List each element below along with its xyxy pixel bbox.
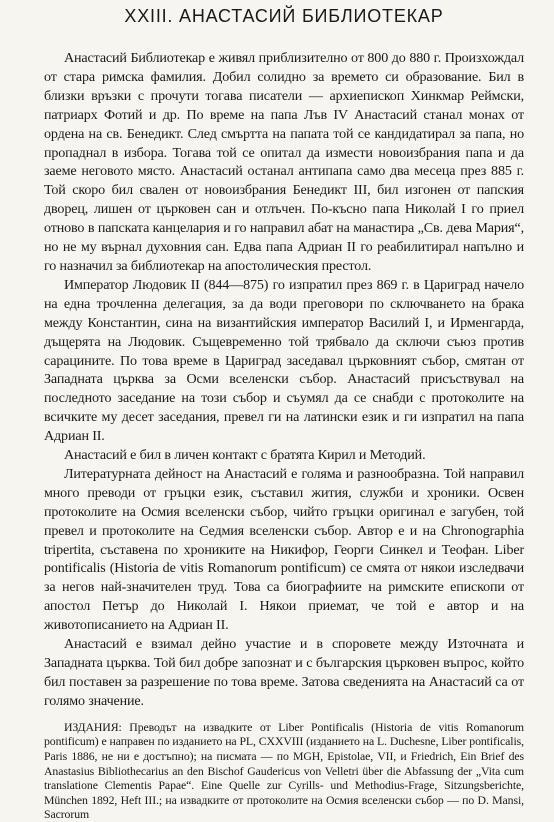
chapter-title: XXIII. АНАСТАСИЙ БИБЛИОТЕКАР xyxy=(124,6,444,26)
paragraph-contact: Анастасий е бил в личен контакт с братята Кирил и Методий. xyxy=(64,447,426,464)
document-body xyxy=(44,49,524,822)
paragraph-biography: Анастасий Библиотекар е живял приблизително от 800 до 880 г. Произхождал от стара римска фамилия. Добил солидно за времето си образование. Бил в близки връзки с прочути тогава писатели — архиепископ Хинкмар Реймски, патриарх Фотий и др. По време на папа Лъв IV Анастасий станал монах от ордена на св. Бенедикт. След смъртта на папата той се кандидатирал за папа, но пропаднал в избора. Тогава той се опитал да измести новоизбрания папа и да заеме неговото място. Анастасий останал антипапа само два месеца през 885 г. Той скоро бил свален от новоизбрания Бенедикт III, бил изгонен от папския дворец, лишен от църковен сан и отлъчен. По-късно папа Николай I го приел отново в папската канцелария и го направил абат на манастира „Св. дева Мария“, но не му върнал духовния сан. Едва папа Адриан II го реабилитирал напълно и го назначил за библиотекар на апостолическия престол. xyxy=(44,50,524,274)
paragraph-literary-work: Литературната дейност на Анастасий е голяма и разнообразна. Той направил много преводи от гръцки език, съставил жития, служби и хроники. Освен протоколите на Осмия вселенски събор, чийто гръцки оригинал е загубен, той превел и протоколите на Седмия вселенски събор. Автор е и на Chronographia tripertita, съставена по хрониките на Никифор, Георги Синкел и Теофан. Liber pontificalis (Historia de vitis Romanorum pontificum) се смята от някои изследвачи за негов най-значителен труд. Това са биографиите на римските епископи от апостол Петър до Николай I. Някои приемат, че той е автор и на животописанието на Адриан II. xyxy=(44,465,524,634)
editions-note: ИЗДАНИЯ: Преводът на извадките от Liber Pontificalis (Historia de vitis Romanorum pontificum) е направен по изданието на PL, CXXVIII (изданието на L. Duchesne, Liber pontificalis, Paris 1886, не ни е достъпно); на писмата — по MGH, Epistolae, VII, и Friedrich, Ein Brief des Anastasius Bibliothecarius an den Bischof Gaudericus von Velletri über die Abfassung der „Vita cum translatione Clementis Papae“. Eine Quelle zur Cyrills- und Methodius-Frage, Sitzungsberichte, München 1892, Heft III.; на извадките от протоколите на Осмия вселенски събор — по D. Mansi, Sacrorum xyxy=(44,719,524,822)
paragraph-mission: Император Людовик II (844—875) го изпратил през 869 г. в Цариград начело на една трочленна делегация, за да води преговори по сключването на брака между Константин, сина на византийския император Василий I, и Ирменгарда, дъщерята на Людовик. Същевременно той трябвало да сключи съюз против сарацините. По това време в Цариград заседавал църковният събор, смятан от Западната църква за Осми вселенски събор. Анастасий присъствувал на последното заседание на този събор и съумял да се снабди с протоколите на всичките му десет заседания, превел ги на латински език и ги изпратил на папа Адриан II. xyxy=(44,276,524,445)
paragraph-church-dispute: Анастасий е взимал дейно участие и в споровете между Източната и Западната църква. Той бил добре запознат и с българския църковен въпрос, който бил поставен за разрешение по това време. Затова сведенията на Анастасий са от голямо значение. xyxy=(44,636,524,709)
